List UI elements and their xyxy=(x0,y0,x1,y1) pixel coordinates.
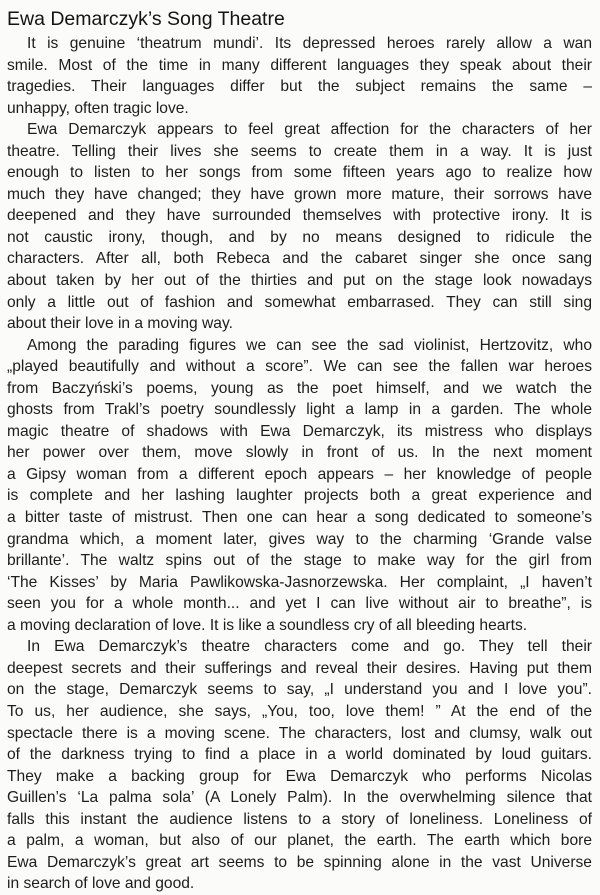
text-line: about taken by her out of the thirties and put on the stage look nowadays xyxy=(7,272,592,290)
text-line: Ewa Demarczyk appears to feel great affection for the characters of her xyxy=(27,121,592,139)
text-line: her power over them, move slowly in front of us. In the next moment xyxy=(7,444,592,462)
text-line: seen you for a whole month... and yet I can live without air to breathe”, is xyxy=(7,595,592,613)
text-line: brillante’. The waltz spins out of the stage to make way for the girl from xyxy=(7,552,592,570)
text-line: a Gipsy woman from a different epoch appears – her knowledge of people xyxy=(7,465,592,483)
text-line: tragedies. Their languages differ but the subject remains the same – xyxy=(7,78,592,96)
text-line: a bitter taste of mistrust. Then one can hear a song dedicated to someone’s xyxy=(7,509,592,527)
text-line: about their love in a moving way. xyxy=(7,315,233,333)
paragraph xyxy=(7,33,592,119)
text-line: characters. After all, both Rebeca and the cabaret singer she once sang xyxy=(7,250,592,268)
text-line: of the darkness trying to find a place in a world dominated by loud guitars. xyxy=(7,746,592,764)
text-line: falls this instant the audience listens to a story of loneliness. Loneliness of xyxy=(7,810,592,828)
text-line: only a little out of fashion and somewhat embarrased. They can still sing xyxy=(7,293,592,311)
text-line: deepest secrets and their sufferings and reveal their desires. Having put them xyxy=(7,659,592,677)
text-line: Among the parading figures we can see the sad violinist, Hertzovitz, who xyxy=(27,336,592,354)
text-line: It is genuine ‘theatrum mundi’. Its depressed heroes rarely allow a wan xyxy=(27,35,592,52)
text-line: ‘The Kisses’ by Maria Pawlikowska-Jasnorzewska. Her complaint, „I haven’t xyxy=(7,573,592,591)
text-line: They make a backing group for Ewa Demarczyk who performs Nicolas xyxy=(7,767,592,785)
text-line: In Ewa Demarczyk’s theatre characters come and go. They tell their xyxy=(27,638,592,656)
text-line: on the stage, Demarczyk seems to say, „I understand you and I love you”. xyxy=(7,681,592,699)
paragraph xyxy=(7,636,592,895)
text-line: Guillen’s ‘La palma sola’ (A Lonely Palm). In the overwhelming silence that xyxy=(7,789,592,807)
text-line: from Baczyński’s poems, young as the poet himself, and we watch the xyxy=(7,379,592,397)
article-body xyxy=(7,33,592,895)
text-line: unhappy, often tragic love. xyxy=(7,99,189,117)
text-line: enough to listen to her songs from some fifteen years ago to realize how xyxy=(7,164,592,182)
paragraph xyxy=(7,119,592,334)
text-line: To us, her audience, she says, „You, too, love them! ” At the end of the xyxy=(7,702,592,720)
text-line: theatre. Telling their lives she seems to create them in a way. It is just xyxy=(7,142,592,160)
text-line: spectacle there is a moving scene. The characters, lost and clumsy, walk out xyxy=(7,724,592,742)
text-line: in search of love and good. xyxy=(7,875,195,893)
text-line: Ewa Demarczyk’s great art seems to be spinning alone in the vast Universe xyxy=(7,853,592,871)
text-line: „played beautifully and without a score”. We can see the fallen war heroes xyxy=(7,358,592,376)
text-line: grandma which, a moment later, gives way to the charming ‘Grande valse xyxy=(7,530,592,548)
text-line: a moving declaration of love. It is like a soundless cry of all bleeding hearts. xyxy=(7,616,528,634)
text-line: deepened and they have surrounded themselves with protective irony. It is xyxy=(7,207,592,225)
text-line: not caustic irony, though, and by no means designed to ridicule the xyxy=(7,228,592,246)
text-line: magic theatre of shadows with Ewa Demarczyk, its mistress who displays xyxy=(7,422,592,440)
text-line: much they have changed; they have grown more mature, their sorrows have xyxy=(7,185,592,203)
article-title: Ewa Demarczyk’s Song Theatre xyxy=(7,8,285,30)
text-line: is complete and her lashing laughter projects both a great experience and xyxy=(7,487,592,505)
text-line: ghosts from Trakl’s poetry soundlessly light a lamp in a garden. The whole xyxy=(7,401,592,419)
text-line: smile. Most of the time in many different languages they speak about their xyxy=(7,56,592,74)
text-line: a palm, a woman, but also of our planet, the earth. The earth which bore xyxy=(7,832,592,850)
paragraph xyxy=(7,335,592,637)
